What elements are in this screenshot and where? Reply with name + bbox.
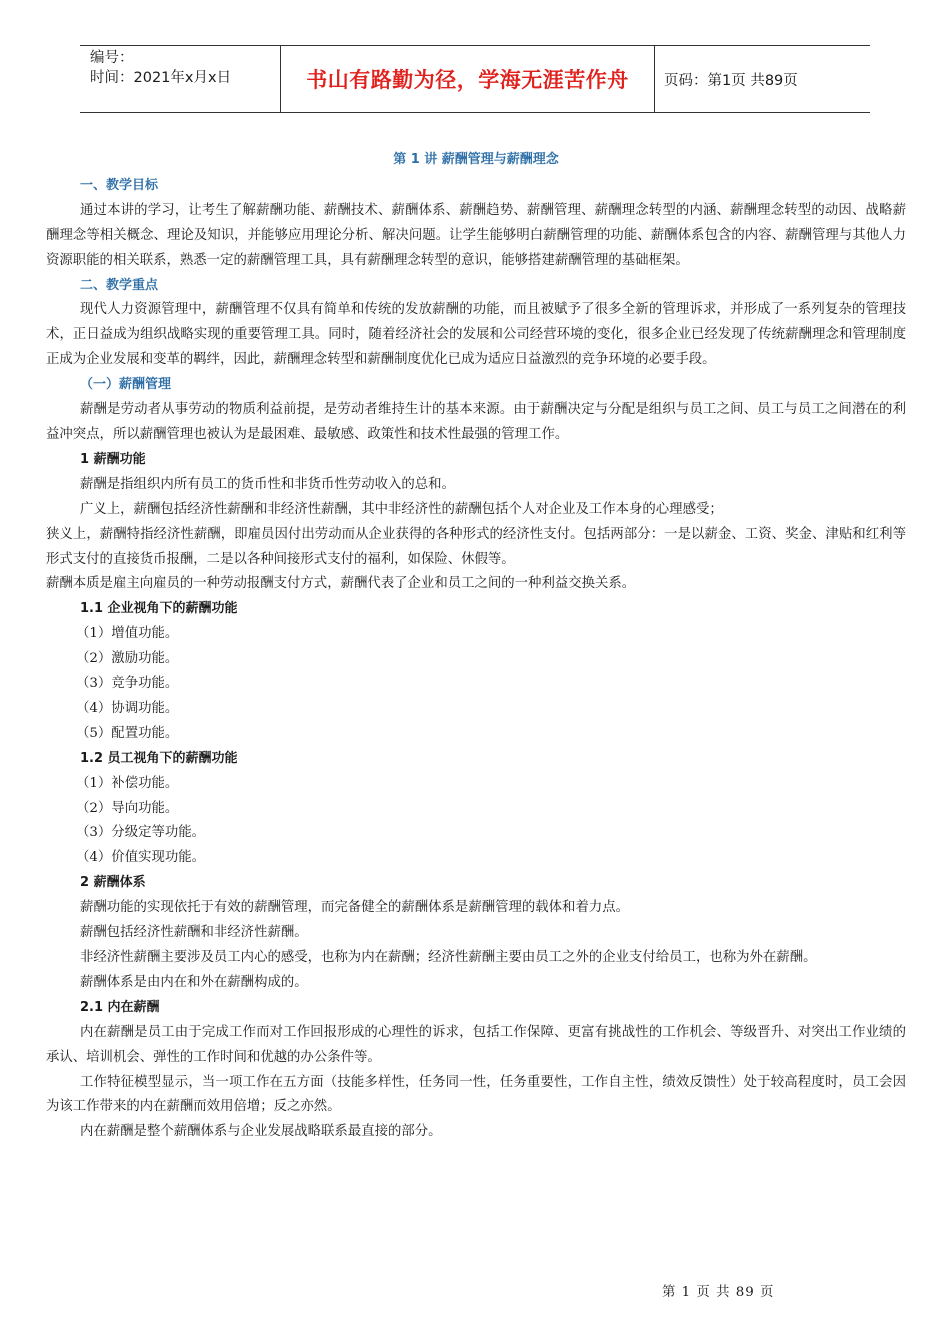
lecture-title: 第 1 讲 薪酬管理与薪酬理念 (393, 152, 559, 167)
list-item: （1）补偿功能。 (76, 775, 179, 791)
doc-date: 时间：2021年x月x日 (90, 70, 232, 86)
paragraph: 狭义上，薪酬特指经济性薪酬，即雇员因付出劳动而从企业获得的各种形式的经济性支付。包括两部分：一是以薪金、工资、奖金、津贴和红利等形式支付的直接货币报酬，二是以各种间接形式支付的福利，如保险、休假等。 (46, 526, 906, 567)
list-item: （5）配置功能。 (76, 725, 179, 741)
paragraph: 薪酬本质是雇主向雇员的一种劳动报酬支付方式，薪酬代表了企业和员工之间的一种利益交换关系。 (46, 576, 636, 592)
paragraph: 薪酬体系是由内在和外在薪酬构成的。 (80, 974, 308, 990)
section-heading: （一）薪酬管理 (80, 377, 172, 393)
doc-number: 编号： (90, 50, 134, 66)
header-motto-cell (281, 46, 655, 112)
page-footer: 第 1 页 共 89 页 (662, 1285, 775, 1300)
subsection-heading: 1.1 企业视角下的薪酬功能 (80, 601, 238, 617)
list-item: （2）激励功能。 (76, 651, 179, 667)
subsection-heading: 1 薪酬功能 (80, 451, 146, 467)
paragraph: 工作特征模型显示，当一项工作在五方面（技能多样性，任务同一性，任务重要性，工作自主性，绩效反馈性）处于较高程度时，员工会因为该工作带来的内在薪酬而效用倍增；反之亦然。 (46, 1074, 906, 1115)
list-item: （4）协调功能。 (76, 700, 179, 716)
paragraph: 薪酬是指组织内所有员工的货币性和非货币性劳动收入的总和。 (80, 476, 455, 492)
header-page-number: 页码：第1页 共89页 (664, 72, 798, 89)
list-item: （1）增值功能。 (76, 626, 179, 642)
paragraph: 通过本讲的学习，让考生了解薪酬功能、薪酬技术、薪酬体系、薪酬趋势、薪酬管理、薪酬理念转型的内涵、薪酬理念转型的动因、战略薪酬理念等相关概念、理论及知识，并能够应用理论分析、解决问题。让学生能够明白薪酬管理的功能、薪酬体系包含的内容、薪酬管理与其他人力资源职能的相关联系，熟悉一定的薪酬管理工具，具有薪酬理念转型的意识，能够搭建薪酬管理的基础框架。 (46, 202, 906, 268)
paragraph: 内在薪酬是员工由于完成工作而对工作回报形成的心理性的诉求，包括工作保障、更富有挑战性的工作机会、等级晋升、对突出工作业绩的承认、培训机会、弹性的工作时间和优越的办公条件等。 (46, 1024, 906, 1065)
paragraph: 内在薪酬是整个薪酬体系与企业发展战略联系最直接的部分。 (80, 1124, 442, 1140)
paragraph: 非经济性薪酬主要涉及员工内心的感受，也称为内在薪酬；经济性薪酬主要由员工之外的企业支付给员工，也称为外在薪酬。 (80, 950, 817, 965)
list-item: （2）导向功能。 (76, 800, 179, 816)
document-body (46, 148, 906, 1145)
paragraph: 薪酬是劳动者从事劳动的物质利益前提，是劳动者维持生计的基本来源。由于薪酬决定与分配是组织与员工之间、员工与员工之间潜在的利益冲突点，所以薪酬管理也被认为是最困难、最敏感、政策性和技术性最强的管理工作。 (46, 402, 906, 442)
page-header (80, 45, 870, 113)
subsection-heading: 2.1 内在薪酬 (80, 999, 160, 1015)
list-item: （4）价值实现功能。 (76, 850, 206, 866)
section-heading: 二、教学重点 (80, 277, 159, 293)
paragraph: 现代人力资源管理中，薪酬管理不仅具有简单和传统的发放薪酬的功能，而且被赋予了很多全新的管理诉求，并形成了一系列复杂的管理技术，正日益成为组织战略实现的重要管理工具。同时，随着经济社会的发展和公司经营环境的变化，很多企业已经发现了传统薪酬理念和管理制度正成为企业发展和变革的羁绊，因此，薪酬理念转型和薪酬制度优化已成为适应日益激烈的竞争环境的必要手段。 (46, 302, 906, 368)
paragraph: 广义上，薪酬包括经济性薪酬和非经济性薪酬，其中非经济性的薪酬包括个人对企业及工作本身的心理感受； (80, 501, 723, 517)
subsection-heading: 2 薪酬体系 (80, 875, 146, 891)
list-item: （3）竞争功能。 (76, 676, 179, 692)
paragraph: 薪酬包括经济性薪酬和非经济性薪酬。 (80, 925, 308, 941)
header-page-cell (655, 46, 870, 112)
header-motto: 书山有路勤为径，学海无涯苦作舟 (306, 68, 629, 92)
section-heading: 一、教学目标 (80, 177, 159, 193)
list-item: （3）分级定等功能。 (76, 825, 206, 841)
subsection-heading: 1.2 员工视角下的薪酬功能 (80, 750, 238, 766)
header-meta (80, 46, 281, 112)
paragraph: 薪酬功能的实现依托于有效的薪酬管理，而完备健全的薪酬体系是薪酬管理的载体和着力点。 (80, 900, 630, 916)
